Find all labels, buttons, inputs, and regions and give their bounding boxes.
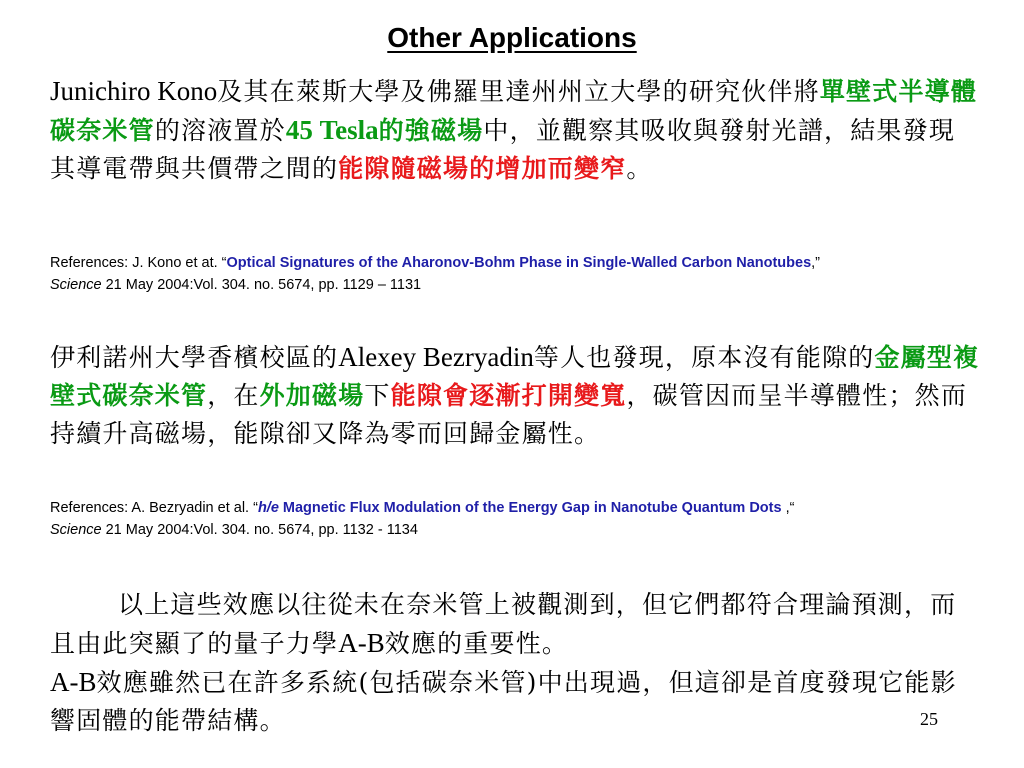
slide-title: Other Applications — [387, 22, 637, 53]
ref-journal: Science — [50, 277, 102, 293]
text: 。 — [626, 154, 653, 183]
page-number: 25 — [920, 709, 938, 729]
ref-journal: Science — [50, 522, 102, 538]
text: 以上這些效應以往從未在奈米管上被觀測到，但它們都符合理論預測，而且由此突顯了的量子力學 — [50, 590, 957, 658]
ref-suffix: ,“ — [781, 500, 795, 516]
text: ，在 — [207, 381, 260, 410]
text: A-B — [50, 667, 97, 697]
text: Junichiro Kono — [50, 76, 218, 106]
text: 的溶液置於 — [154, 116, 286, 145]
highlight-text: 45 Tesla — [285, 115, 379, 145]
reference-bezryadin — [50, 497, 980, 541]
text: Alexey Bezryadin — [338, 342, 534, 372]
text: 等人也發現，原本沒有能隙的 — [533, 343, 875, 372]
highlight-text: 外加磁場 — [259, 381, 365, 410]
highlight-text: 金屬型複壁式碳奈米管 — [50, 343, 980, 410]
ref-details: 21 May 2004:Vol. 304. no. 5674, pp. 1132 - 1134 — [101, 522, 418, 538]
paragraph-bezryadin — [50, 338, 980, 453]
text: 中，並觀察其吸收與發射光譜，結果發現其導電帶與共價帶之間的 — [50, 116, 956, 183]
ref-article-title: Magnetic Flux Modulation of the Energy Gap in Nanotube Quantum Dots — [278, 500, 782, 516]
text: ，碳管因而呈半導體性；然而持續升高磁場，能隙卻又降為零而回歸金屬性。 — [50, 381, 968, 448]
ref-details: 21 May 2004:Vol. 304. no. 5674, pp. 1129 – 1131 — [101, 277, 422, 293]
text: 效應雖然已在許多系統(包括碳奈米管)中出現過，但這卻是首度發現它能影響固體的能帶結構。 — [50, 668, 957, 735]
highlight-text: 能隙隨磁場的增加而變窄 — [338, 154, 627, 183]
reference-kono — [50, 252, 980, 296]
ref-prefix: References: A. Bezryadin et al. “ — [50, 500, 258, 516]
highlight-text: 單壁式半導體碳奈米管 — [50, 77, 978, 145]
text: 下 — [364, 381, 391, 410]
text: 及其在萊斯大學及佛羅里達州州立大學的研究伙伴將 — [217, 77, 820, 106]
paragraph-kono — [50, 72, 980, 188]
ref-prefix: References: J. Kono et at. “ — [50, 255, 227, 271]
text: 效應的重要性。 — [384, 629, 569, 658]
ref-article-title: Optical Signatures of the Aharonov-Bohm Phase in Single-Walled Carbon Nanotubes — [226, 255, 812, 271]
highlight-text: 的強磁場 — [378, 116, 484, 145]
paragraph-summary — [50, 586, 980, 740]
ref-article-title-italic: h/e — [257, 500, 279, 516]
ref-suffix: ,” — [811, 255, 820, 271]
text: A-B — [338, 628, 385, 658]
text: 伊利諾州大學香檳校區的 — [50, 343, 339, 372]
highlight-text: 能隙會逐漸打開變寬 — [390, 381, 627, 410]
